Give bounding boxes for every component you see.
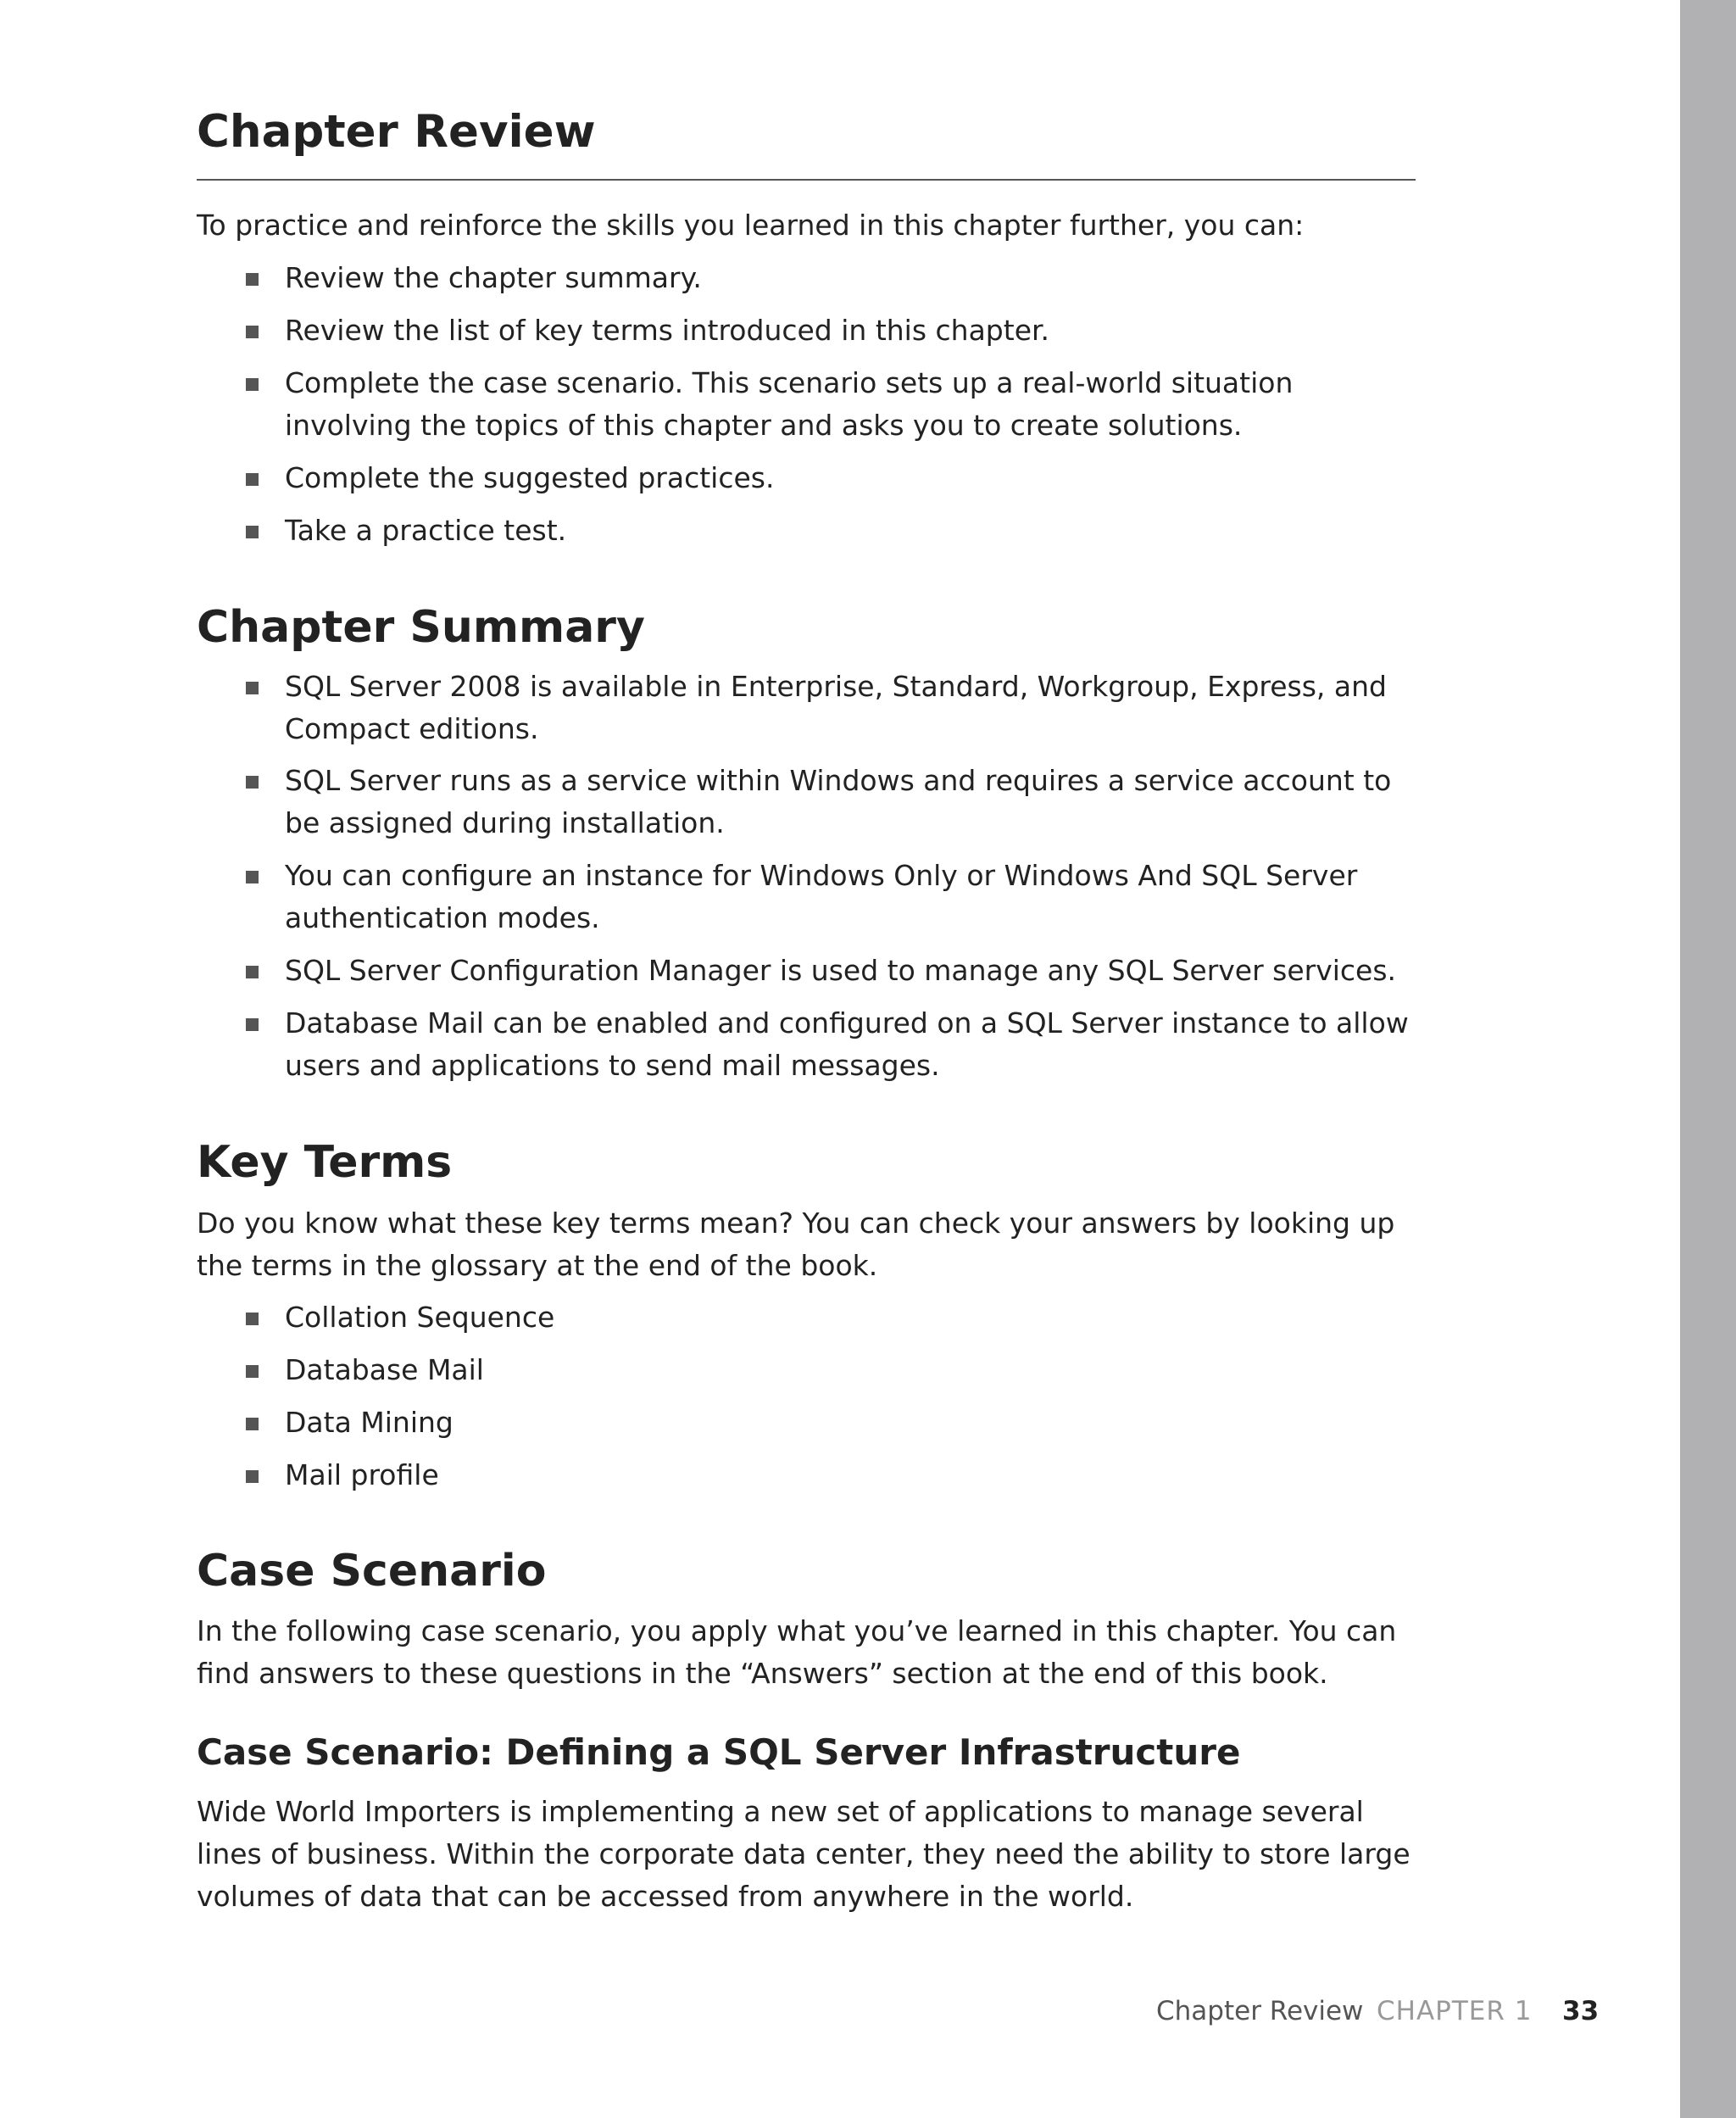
bullet-square-icon <box>246 473 259 486</box>
list-item: Database Mail <box>246 1349 1417 1391</box>
case-scenario-body: Wide World Importers is implementing a new set of applications to manage several lines of business. Within the corporate data center, they need the ability to store large volumes of data that can be accessed from anywhere in the world. <box>197 1795 1410 1913</box>
bullet-square-icon <box>246 1018 259 1031</box>
list-item: Mail profile <box>246 1454 1417 1497</box>
footer-chapter-label: CHAPTER 1 <box>1377 1996 1533 2026</box>
bullet-square-icon <box>246 1313 259 1325</box>
list-item: Complete the suggested practices. <box>246 457 1417 499</box>
bullet-square-icon <box>246 966 259 978</box>
footer-section-label: Chapter Review <box>1156 1996 1364 2026</box>
list-item: SQL Server Configuration Manager is used to manage any SQL Server services. <box>246 950 1417 992</box>
bullet-square-icon <box>246 1470 259 1483</box>
key-terms-heading: Key Terms <box>197 1137 453 1188</box>
case-scenario-heading: Case Scenario <box>197 1546 547 1597</box>
list-item: Complete the case scenario. This scenario sets up a real-world situation involving the topics of this chapter and asks you to create solutions. <box>246 362 1417 447</box>
list-item: Data Mining <box>246 1402 1417 1444</box>
chapter-summary-heading: Chapter Summary <box>197 602 645 653</box>
chapter-review-heading: Chapter Review <box>197 106 596 158</box>
list-item: You can configure an instance for Windows Only or Windows And SQL Server authentication modes. <box>246 855 1417 939</box>
case-scenario-subheading: Case Scenario: Defining a SQL Server Infrastructure <box>197 1731 1241 1773</box>
bullet-square-icon <box>246 1365 259 1378</box>
bullet-square-icon <box>246 682 259 694</box>
list-item: SQL Server runs as a service within Windows and requires a service account to be assigned during installation. <box>246 760 1417 844</box>
case-scenario-intro: In the following case scenario, you apply what you’ve learned in this chapter. You can find answers to these questions in the “Answers” section at the end of this book. <box>197 1614 1397 1690</box>
bullet-square-icon <box>246 871 259 883</box>
bullet-square-icon <box>246 526 259 538</box>
page-edge-bar <box>1680 0 1736 2118</box>
bullet-square-icon <box>246 326 259 338</box>
list-item: Database Mail can be enabled and configured on a SQL Server instance to allow users and applications to send mail messages. <box>246 1002 1417 1087</box>
heading-rule <box>197 179 1416 181</box>
bullet-square-icon <box>246 776 259 789</box>
list-item: Take a practice test. <box>246 510 1417 552</box>
list-item: Collation Sequence <box>246 1296 1417 1339</box>
key-terms-intro: Do you know what these key terms mean? You can check your answers by looking up the terms in the glossary at the end of the book. <box>197 1207 1395 1282</box>
page-number: 33 <box>1562 1996 1600 2026</box>
list-item: Review the chapter summary. <box>246 257 1417 299</box>
bullet-square-icon <box>246 273 259 286</box>
list-item: Review the list of key terms introduced in this chapter. <box>246 309 1417 352</box>
bullet-square-icon <box>246 378 259 391</box>
review-intro: To practice and reinforce the skills you learned in this chapter further, you can: <box>197 209 1305 242</box>
list-item: SQL Server 2008 is available in Enterprise, Standard, Workgroup, Express, and Compact editions. <box>246 666 1417 750</box>
bullet-square-icon <box>246 1418 259 1430</box>
